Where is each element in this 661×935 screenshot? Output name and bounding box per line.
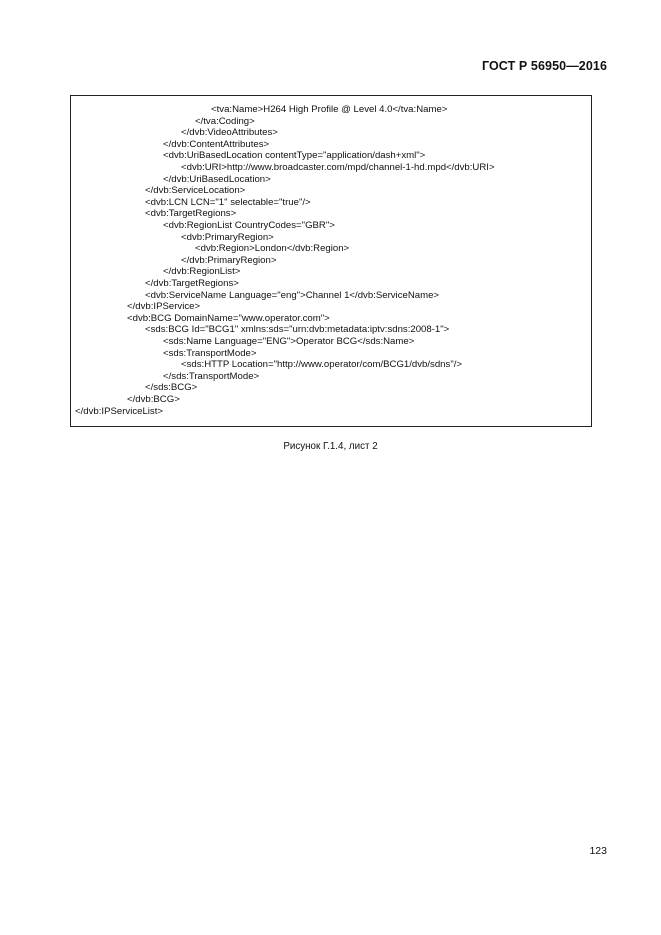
- code-line: </dvb:PrimaryRegion>: [181, 254, 277, 266]
- code-line: <sds:HTTP Location="http://www.operator/com/BCG1/dvb/sdns"/>: [181, 359, 462, 371]
- code-line: <sds:TransportMode>: [163, 347, 257, 359]
- code-line: <dvb:Region>London</dvb:Region>: [195, 243, 350, 255]
- code-line: </sds:BCG>: [145, 382, 198, 394]
- code-listing-box: [70, 95, 592, 427]
- figure-caption: Рисунок Г.1.4, лист 2: [283, 441, 378, 452]
- code-line: </tva:Coding>: [195, 115, 255, 127]
- code-line: <dvb:UriBasedLocation contentType="application/dash+xml">: [163, 150, 426, 162]
- code-line: </dvb:ServiceLocation>: [145, 185, 246, 197]
- code-line: </dvb:RegionList>: [163, 266, 241, 278]
- code-line: <sds:Name Language="ENG">Operator BCG</sds:Name>: [163, 336, 415, 347]
- code-line: </dvb:UriBasedLocation>: [163, 173, 271, 185]
- page-number: 123: [589, 845, 607, 857]
- code-line: <dvb:BCG DomainName="www.operator.com">: [127, 312, 330, 324]
- code-line: <dvb:LCN LCN="1" selectable="true"/>: [145, 196, 311, 208]
- code-line: </dvb:BCG>: [127, 394, 180, 405]
- code-line: <dvb:ServiceName Language="eng">Channel 1</dvb:ServiceName>: [145, 289, 440, 301]
- code-line: </dvb:VideoAttributes>: [181, 127, 278, 139]
- document-standard-id: ГОСТ Р 56950—2016: [481, 59, 607, 73]
- code-line: <sds:BCG Id="BCG1" xmlns:sds="urn:dvb:metadata:iptv:sdns:2008-1">: [145, 324, 450, 336]
- code-line: </dvb:IPService>: [127, 301, 201, 313]
- code-line: </dvb:ContentAttributes>: [163, 138, 270, 150]
- code-line: </dvb:TargetRegions>: [145, 278, 239, 289]
- code-line: </sds:TransportMode>: [163, 370, 260, 382]
- code-line: <dvb:URI>http://www.broadcaster.com/mpd/channel-1-hd.mpd</dvb:URI>: [181, 162, 495, 173]
- code-line: <tva:Name>H264 High Profile @ Level 4.0</tva:Name>: [211, 104, 448, 115]
- code-line: <dvb:RegionList CountryCodes="GBR">: [163, 220, 335, 231]
- code-line: <dvb:PrimaryRegion>: [181, 231, 274, 243]
- code-line: </dvb:IPServiceList>: [75, 405, 163, 417]
- code-line: <dvb:TargetRegions>: [145, 208, 237, 220]
